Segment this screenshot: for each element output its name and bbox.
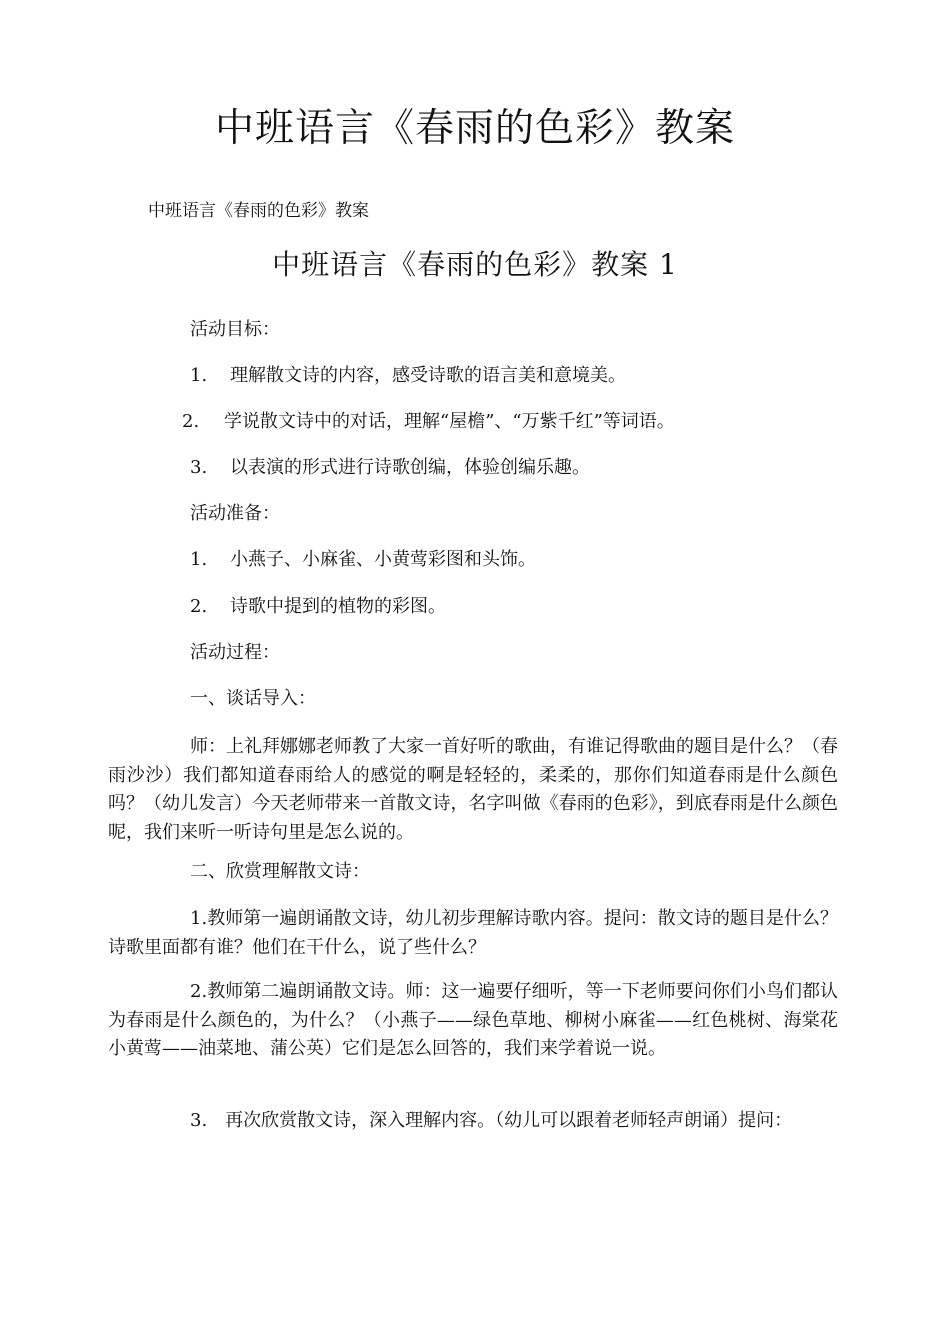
paragraph: 1.教师第一遍朗诵散文诗，幼儿初步理解诗歌内容。提问：散文诗的题目是什么？诗歌里面都有谁？他们在干什么，说了些什么？ bbox=[108, 908, 838, 958]
goal-number: 2. bbox=[182, 411, 200, 432]
process-heading: 活动过程： bbox=[190, 642, 280, 663]
goal-number: 1. bbox=[190, 365, 208, 386]
document-subtitle: 中班语言《春雨的色彩》教案 bbox=[148, 201, 369, 221]
goal-item bbox=[182, 410, 675, 434]
goal-text: 学说散文诗中的对话，理解“屋檐”、“万紫千红”等词语。 bbox=[224, 411, 675, 432]
goal-text: 以表演的形式进行诗歌创编，体验创编乐趣。 bbox=[230, 457, 590, 478]
prep-number: 1. bbox=[190, 549, 208, 570]
paragraph: 3. 再次欣赏散文诗，深入理解内容。（幼儿可以跟着老师轻声朗诵）提问： bbox=[190, 1110, 793, 1131]
prep-text: 诗歌中提到的植物的彩图。 bbox=[230, 596, 446, 617]
part-heading: 二、欣赏理解散文诗： bbox=[190, 861, 370, 882]
goal-number: 3. bbox=[190, 457, 208, 478]
goal-text: 理解散文诗的内容，感受诗歌的语言美和意境美。 bbox=[230, 365, 626, 386]
prep-heading: 活动准备： bbox=[190, 503, 280, 524]
part-heading: 一、谈话导入： bbox=[190, 688, 316, 709]
prep-text: 小燕子、小麻雀、小黄莺彩图和头饰。 bbox=[230, 549, 536, 570]
paragraph: 2.教师第二遍朗诵散文诗。师：这一遍要仔细听，等一下老师要问你们小鸟们都认为春雨是什么颜色的，为什么？（小燕子——绿色草地、柳树小麻雀——红色桃树、海棠花小黄莺——油菜地、蒲公英）它们是怎么回答的，我们来学着说一说。 bbox=[108, 981, 838, 1059]
goal-item bbox=[190, 456, 590, 480]
prep-number: 2. bbox=[190, 596, 208, 617]
goal-item bbox=[190, 364, 626, 388]
prep-item bbox=[190, 548, 536, 572]
paragraph: 师：上礼拜娜娜老师教了大家一首好听的歌曲，有谁记得歌曲的题目是什么？（春雨沙沙）我们都知道春雨给人的感觉的啊是轻轻的，柔柔的，那你们知道春雨是什么颜色吗？（幼儿发言）今天老师带来一首散文诗，名字叫做《春雨的色彩》，到底春雨是什么颜色呢，我们来听一听诗句里是怎么说的。 bbox=[108, 736, 838, 843]
section-title: 中班语言《春雨的色彩》教案 1 bbox=[272, 248, 678, 281]
document-title: 中班语言《春雨的色彩》教案 bbox=[214, 106, 735, 151]
prep-item bbox=[190, 595, 446, 619]
goals-heading: 活动目标： bbox=[190, 319, 280, 340]
